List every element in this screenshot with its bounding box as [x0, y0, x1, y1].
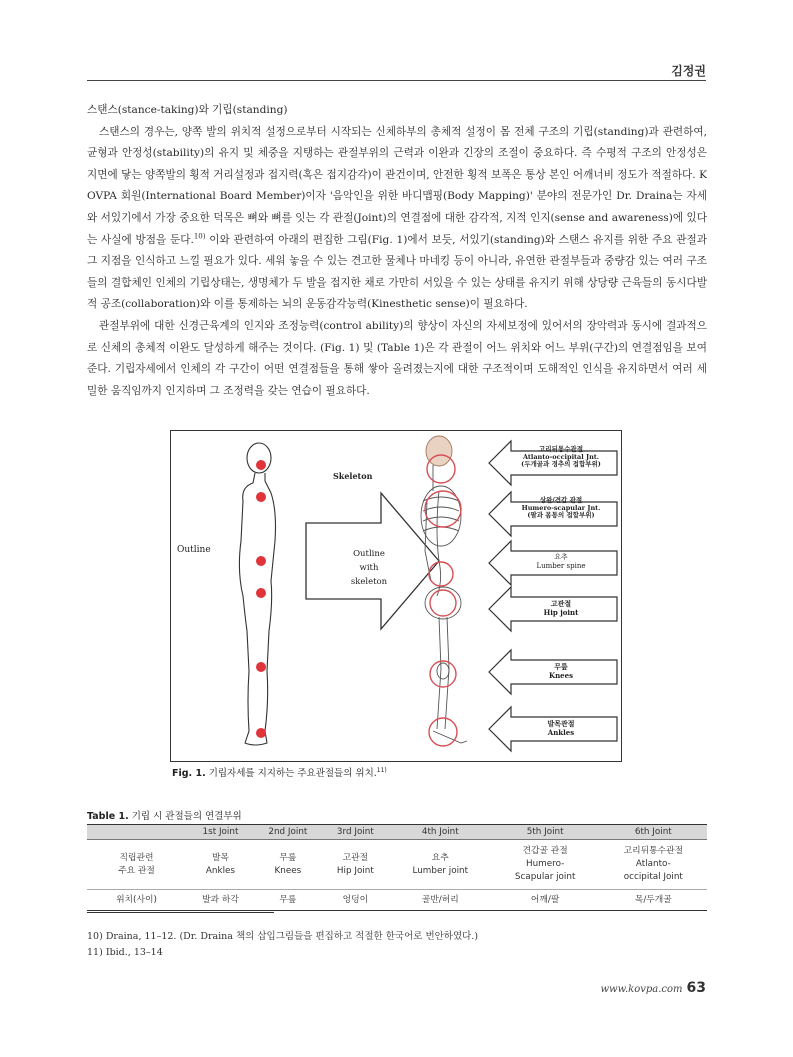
skeleton-label: Skeleton: [333, 471, 373, 481]
joint-dot-neck: [256, 460, 266, 470]
header-rule: [87, 80, 706, 81]
figure-illustration: [171, 431, 621, 761]
table-header-cell: 3rd Joint: [321, 825, 390, 840]
table-row-label: 직립관련 주요 관절: [118, 852, 155, 876]
table-header-cell: [87, 825, 186, 840]
table-header-cell: 1st Joint: [186, 825, 255, 840]
joint-label-lumbar: 요추 Lumber spine: [536, 553, 586, 570]
author-name: 김정권: [671, 64, 706, 78]
table-header-row: [87, 825, 707, 840]
outline-joint-dots: [256, 460, 266, 738]
table-row: [87, 890, 707, 911]
joint-dot-lumbar: [256, 556, 266, 566]
page-footer: [600, 980, 706, 996]
joint-dot-hip: [256, 588, 266, 598]
footnote-rule: [87, 912, 274, 913]
table-cell: 목/두개골: [600, 890, 707, 911]
footnote-ref-10: 10): [193, 232, 206, 241]
table-cell: 어깨/팔: [491, 890, 600, 911]
page-number: 63: [686, 980, 706, 996]
table-cell: 고관절 Hip Joint: [336, 852, 374, 876]
paragraph-1: 스탠스의 경우는, 양쪽 발의 위치적 설정으로부터 시작되는 신체하부의 총체적 설정이 몸 전체 구조의 기립(standing)과 관련하여, 균형과 안정성(stability)의 유지 및 체중을 지탱하는 관절부위의 근력과 이완과 긴장의 조절이 중요하다. 즉 수평적 구조의 안정성은 지면에 닿는 양쪽발의 횡적 거리설정과 접지력(혹은 접지감각)이 관건이며, 안전한 횡적 보폭은 통상 본인 어깨너비 정도가 적절하다. KOVPA 회원(International Board Member)이자 '음악인을 위한 바디맵핑(Body Mapping)' 분야의 전문가인 Dr. Draina는 자세와 서있기에서 가장 중요한 덕목은 뼈와 뼈를 잇는 각 관절(Joint)의 연결점에 대한 감각적, 지적 인지(sense and awareness)에 있다는 사실에 방점을 둔다.$^{10)}$ 이와 관련하여 아래의 편집한 그림(Fig. 1)에서 보듯, 서있기(standing)와 스탠스 유지를 위한 주요 관절과 그 지점을 인식하고 느낄 필요가 있다. 세워 놓을 수 있는 견고한 물체나 마네킹 등이 아니라, 유연한 관절부들과 중량감 있는 여러 구조들의 결합체인 인체의 기립상태는, 생명체가 두 발을 접지한 채로 가만히 서있을 수 있는 상태를 유지키 위해 상당량 근육들의 동시다발적 공조(collaboration)와 이를 통제하는 뇌의 운동감각능력(Kinesthetic sense)이 필요하다.: [87, 125, 707, 311]
joint-dot-ankle: [256, 728, 266, 738]
joint-dot-shoulder: [256, 492, 266, 502]
joint-label-ankle: 발목관절 Ankles: [547, 719, 575, 737]
table-cell: 견갑골 관절 Humero- Scapular joint: [514, 846, 576, 882]
table-title: Table 1. 기립 시 관절들의 연결부위: [87, 811, 242, 822]
table-row: [87, 840, 707, 890]
footnotes: [87, 929, 478, 961]
table-header-cell: 6th Joint: [600, 825, 707, 840]
table-cell: 무릎 Knees: [274, 852, 302, 876]
body-text: [87, 100, 707, 402]
joint-label-hip: 고관절 Hip joint: [543, 599, 579, 617]
circle-shoulder: [425, 491, 461, 527]
joint-label-knee: 무릎 Knees: [548, 662, 574, 680]
circle-ankle: [429, 718, 457, 746]
figure-caption: Fig. 1. 기립자세를 지지하는 주요관절들의 위치.$^{11)}$: [172, 766, 387, 779]
figure-1: [170, 430, 622, 762]
table-header-cell: 2nd Joint: [255, 825, 321, 840]
footer-site: www.kovpa.com: [600, 984, 683, 995]
table-cell: 무릎: [255, 890, 321, 911]
table-cell: 요추 Lumber joint: [412, 852, 469, 876]
footnote-10: 10) Draina, 11–12. (Dr. Draina 책의 삽입그림들을 편집하고 적절한 한국어로 번안하였다.): [87, 931, 479, 942]
circle-hip: [430, 590, 456, 616]
section-heading: 스탠스(stance-taking)와 기립(standing): [87, 104, 288, 116]
table-cell: 발목 Ankles: [205, 852, 236, 876]
table-header-cell: 4th Joint: [390, 825, 491, 840]
paragraph-2: 관절부위에 대한 신경근육계의 인지와 조정능력(control ability)의 향상이 자신의 자세보정에 있어서의 장악력과 동시에 결과적으로 신체의 총체적 이완도 달성하게 해주는 것이다. (Fig. 1) 및 (Table 1)은 각 관절이 어느 위치와 어느 부위(구간)의 연결점임을 보여준다. 기립자세에서 인체의 각 구간이 어떤 연결점들을 통해 쌓아 올려졌는지에 대한 구조적이며 도해적인 인식을 유지하면서 여러 세밀한 움직임까지 인지하며 그 조정력을 갖는 연습이 필요하다.: [87, 319, 707, 397]
circle-knee: [430, 661, 456, 687]
table-cell: 골반/허리: [390, 890, 491, 911]
joint-label-atlanto: 고리뒤통수관절 Atlanto-occipital Jnt. (두개골과 경추의 접합부위): [521, 445, 601, 468]
joints-table: [87, 824, 707, 911]
joint-label-humero: 상완/견갑 관절 Humero-scapular Jnt. (팔과 몸통의 접합부위): [521, 496, 601, 519]
outline-label: Outline: [177, 545, 211, 555]
joint-dot-knee: [256, 662, 266, 672]
table-cell: 고리뒤통수관절 Atlanto- occipital Joint: [623, 846, 684, 882]
table-header-cell: 5th Joint: [491, 825, 600, 840]
footnote-11: 11) Ibid., 13–14: [87, 947, 163, 958]
table-cell: 발과 하각: [186, 890, 255, 911]
arrow-text: Outline with skeleton: [350, 549, 388, 587]
table-row-label: 위치(사이): [87, 890, 186, 911]
table-cell: 엉덩이: [321, 890, 390, 911]
label-arrows: [489, 441, 617, 751]
